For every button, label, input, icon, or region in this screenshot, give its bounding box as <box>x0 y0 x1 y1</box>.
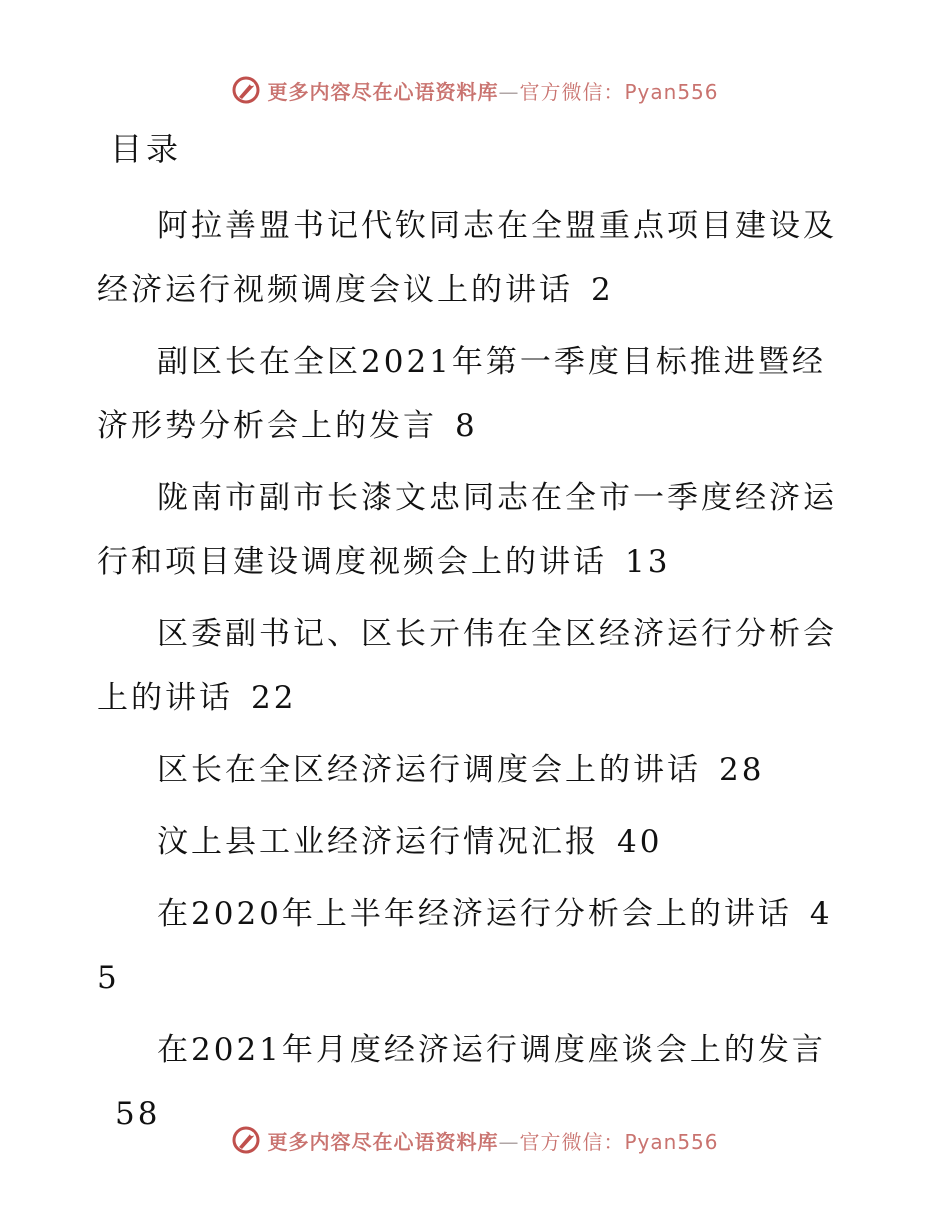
toc-entry-title: 阿拉善盟书记代钦同志在全盟重点项目建设及经济运行视频调度会议上的讲话 <box>97 208 837 308</box>
toc-entry-page: 8 <box>455 408 478 444</box>
pen-logo-icon <box>231 75 261 105</box>
header-banner <box>0 70 950 110</box>
banner-text: 更多内容尽在心语资料库—官方微信：Pyan556 <box>267 79 719 104</box>
toc-entry-page: 40 <box>617 824 663 860</box>
toc-entry[interactable] <box>97 810 847 874</box>
toc-entry[interactable] <box>97 882 847 1010</box>
toc-entry-title: 陇南市副市长漆文忠同志在全市一季度经济运行和项目建设调度视频会上的讲话 <box>97 480 837 580</box>
toc-entry-title: 副区长在全区2021年第一季度目标推进暨经济形势分析会上的发言 <box>97 344 826 444</box>
toc-list <box>97 194 847 1154</box>
toc-entry[interactable] <box>97 194 847 322</box>
toc-entry[interactable] <box>97 466 847 594</box>
toc-entry-page: 28 <box>719 752 765 788</box>
toc-entry-title: 在2020年上半年经济运行分析会上的讲话 <box>157 896 792 932</box>
toc-entry-title: 区委副书记、区长亓伟在全区经济运行分析会上的讲话 <box>97 616 837 716</box>
toc-entry-title: 区长在全区经济运行调度会上的讲话 <box>157 752 701 788</box>
toc-entry[interactable] <box>97 738 847 802</box>
toc-entry-title: 汶上县工业经济运行情况汇报 <box>157 824 599 860</box>
toc-entry-page: 13 <box>625 544 671 580</box>
toc-title: 目录 <box>110 130 183 168</box>
toc-entry-page: 22 <box>251 680 297 716</box>
footer-banner <box>0 1120 950 1160</box>
pen-logo-icon <box>231 1125 261 1155</box>
toc-entry-page: 45 <box>97 896 833 996</box>
toc-entry-title: 在2021年月度经济运行调度座谈会上的发言 <box>157 1032 826 1068</box>
toc-entry[interactable] <box>97 602 847 730</box>
toc-entry-page: 58 <box>115 1096 161 1132</box>
toc-entry-page: 2 <box>591 272 614 308</box>
banner-text: 更多内容尽在心语资料库—官方微信：Pyan556 <box>267 1129 719 1154</box>
toc-entry[interactable] <box>97 330 847 458</box>
